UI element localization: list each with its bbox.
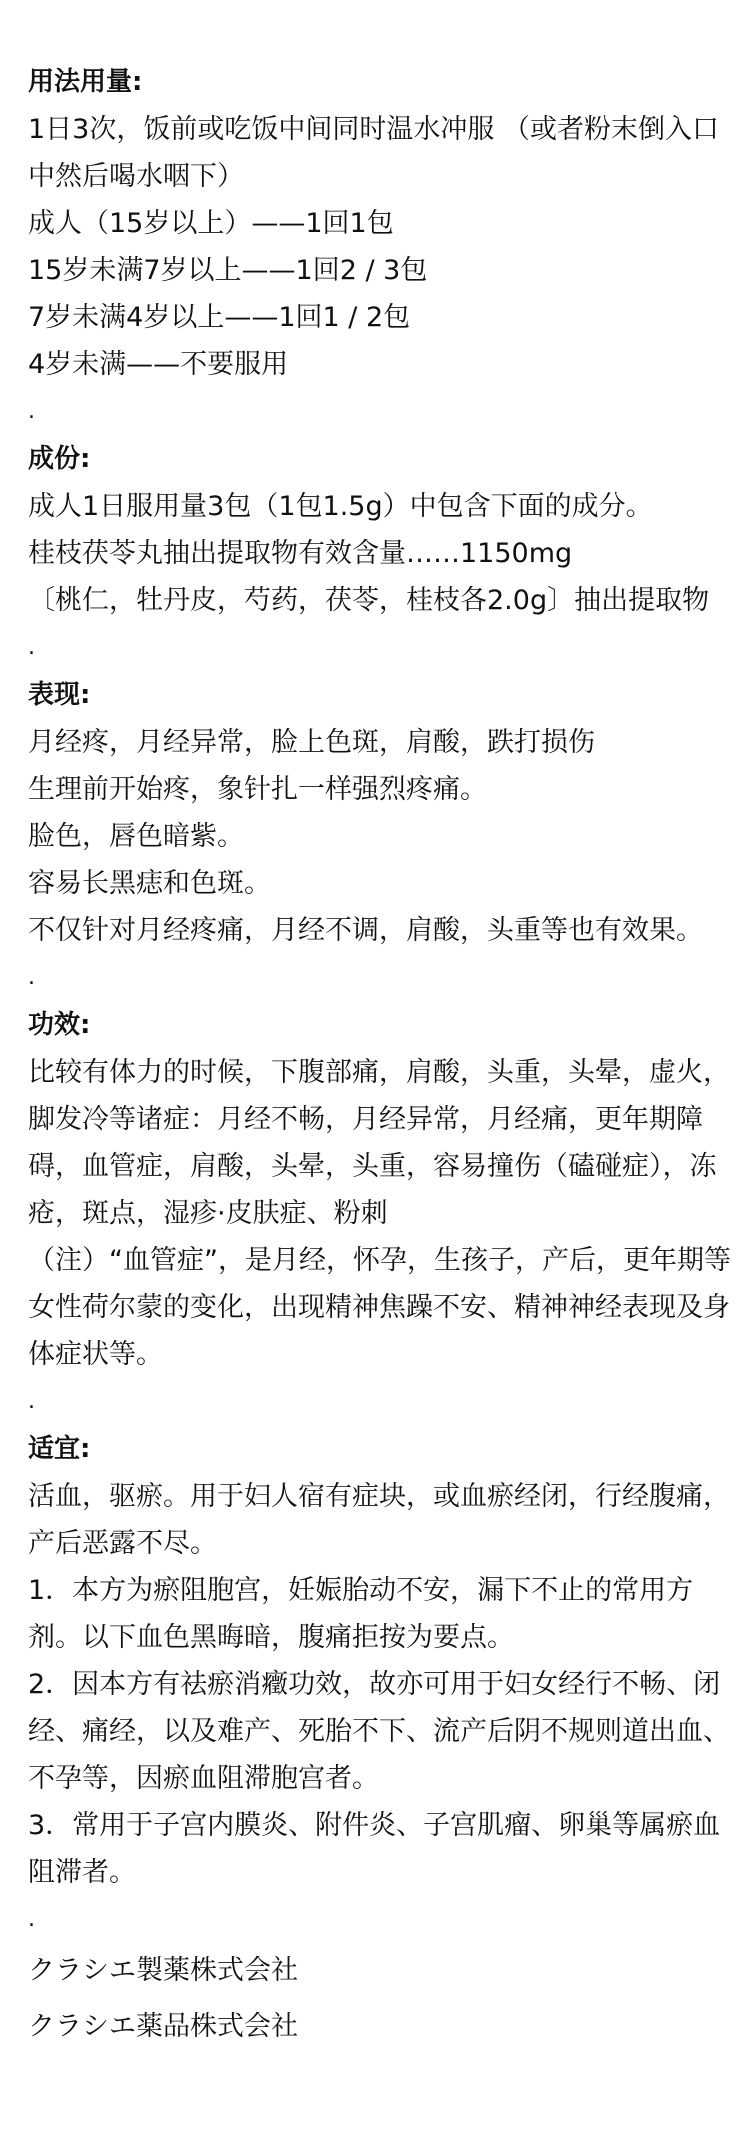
ingredients-line: 桂枝茯苓丸抽出提取物有效含量……1150mg (28, 538, 573, 569)
company-name: クラシエ製薬株式会社 (28, 1955, 298, 1986)
companies-section (28, 1943, 736, 2055)
indications-section (28, 1425, 736, 1943)
usage-line: 4岁未满——不要服用 (28, 349, 289, 380)
usage-line: 7岁未满4岁以上——1回1 / 2包 (28, 302, 411, 333)
section-separator: . (28, 1389, 35, 1414)
ingredients-line: 成人1日服用量3包（1包1.5g）中包含下面的成分。 (28, 491, 653, 522)
efficacy-line: 比较有体力的时候，下腹部痛，肩酸，头重，头晕，虚火，脚发冷等诸症：月经不畅，月经异常，月经痛，更年期障碍，血管症，肩酸，头晕，头重，容易撞伤（磕碰症），冻疮，斑点，湿疹·皮肤症、粉刺 (28, 1057, 730, 1229)
symptoms-heading: 表现: (28, 680, 91, 710)
efficacy-heading: 功效: (28, 1010, 91, 1040)
ingredients-heading: 成份: (28, 444, 91, 474)
usage-heading: 用法用量: (28, 67, 143, 97)
section-separator: . (28, 399, 35, 424)
usage-line: 15岁未满7岁以上——1回2 / 3包 (28, 255, 428, 286)
ingredients-section (28, 435, 736, 671)
symptoms-line: 不仅针对月经疼痛，月经不调，肩酸，头重等也有效果。 (28, 915, 703, 946)
indications-item-1: 1．本方为瘀阻胞宫，妊娠胎动不安，漏下不止的常用方剂。以下血色黑晦暗，腹痛拒按为要点。 (28, 1575, 694, 1653)
indications-item-2: 2．因本方有祛瘀消癥功效，故亦可用于妇女经行不畅、闭经、痛经，以及难产、死胎不下、流产后阴不规则道出血、不孕等，因瘀血阻滞胞宫者。 (28, 1669, 730, 1794)
symptoms-line: 月经疼，月经异常，脸上色斑，肩酸，跌打损伤 (28, 727, 595, 758)
indications-line: 活血，驱瘀。用于妇人宿有症块，或血瘀经闭，行经腹痛，产后恶露不尽。 (28, 1481, 730, 1559)
section-separator: . (28, 635, 35, 660)
company-name: クラシエ薬品株式会社 (28, 2011, 298, 2042)
symptoms-line: 容易长黑痣和色斑。 (28, 868, 271, 899)
indications-heading: 适宜: (28, 1434, 91, 1464)
usage-section (28, 58, 736, 435)
symptoms-line: 生理前开始疼，象针扎一样强烈疼痛。 (28, 774, 487, 805)
ingredients-line: 〔桃仁，牡丹皮，芍药，茯苓，桂枝各2.0g〕抽出提取物 (28, 585, 710, 616)
section-separator: . (28, 965, 35, 990)
efficacy-note: （注）“血管症”，是月经，怀孕，生孩子，产后，更年期等女性荷尔蒙的变化，出现精神焦躁不安、精神神经表现及身体症状等。 (28, 1245, 731, 1370)
symptoms-section (28, 671, 736, 1001)
section-separator: . (28, 1907, 35, 1932)
symptoms-line: 脸色，唇色暗紫。 (28, 821, 244, 852)
usage-line: 成人（15岁以上）——1回1包 (28, 208, 394, 239)
indications-item-3: 3．常用于子宫内膜炎、附件炎、子宫肌瘤、卵巢等属瘀血阻滞者。 (28, 1810, 721, 1888)
efficacy-section (28, 1001, 736, 1425)
usage-line: 1日3次，饭前或吃饭中间同时温水冲服 （或者粉末倒入口中然后喝水咽下） (28, 114, 719, 192)
